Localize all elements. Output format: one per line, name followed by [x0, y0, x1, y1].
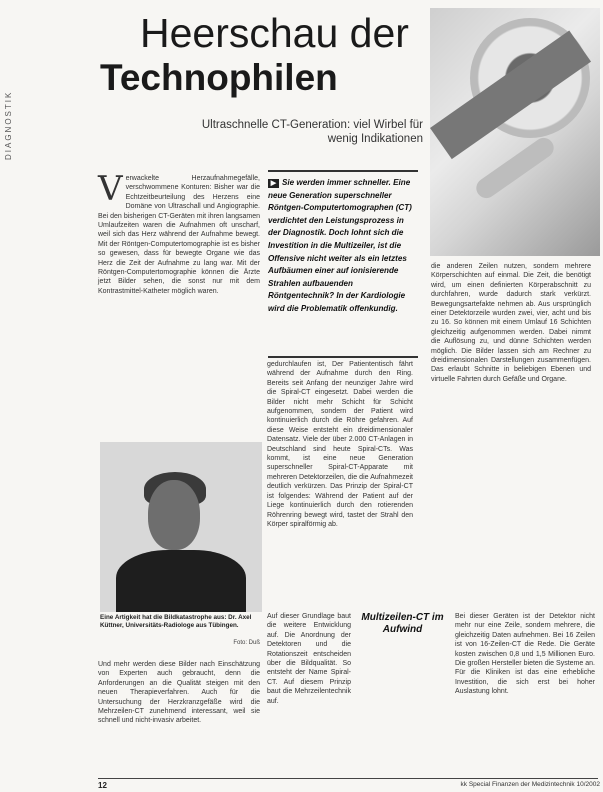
teaser-top-rule [268, 170, 418, 172]
photo-caption: Eine Artigkeit hat die Bildkatastrophe aus: Dr. Axel Küttner, Universitäts-Radiologe aus Tübingen. [100, 614, 252, 630]
footer-rule [98, 778, 598, 779]
portrait-photo [100, 442, 262, 612]
body-column-lower-middle: Auf dieser Grundlage baut die weitere Entwicklung auf. Die Anordnung der Detektoren und die Rotationszeit entscheiden über die Bildqualität. So entsteht der Name Spiral-CT. Auf diesem Prinzip baut die Mehrzeilentechnik auf. [267, 613, 351, 705]
teaser-box [268, 177, 418, 316]
teaser-text: Sie werden immer schneller. Eine neue Generation superschneller Röntgen-Computertomographen (CT) verdichtet den Leistungsprozess in der Diagnostik. Doch lohnt sich die Investition in die Multizeiler, ist die Offensive nicht weiter als ein letztes Aufbäumen einer auf ionisierende Strahlen aufbauenden Röntgentechnik? In der Kardiologie wird die Problematik offenkundig. [268, 178, 412, 313]
page-number: 12 [98, 781, 107, 790]
footer-publication: kk Special Finanzen der Medizintechnik 10/2002 [460, 781, 600, 788]
lead-paragraph [98, 169, 260, 296]
headline-line-2: Technophilen [100, 57, 338, 98]
portrait-body [116, 550, 246, 612]
teaser-bottom-rule [268, 356, 418, 358]
body-column-right: die anderen Zeilen nutzen, sondern mehrere Körperschichten auf einmal. Die Zeit, die benötigt wird, um einen definierten Körperabschnitt zu durchfahren, wurde dadurch stark verkürzt. Bewegungsartefakte nehmen ab. Aus ursprünglich einer Detektorzeile wurden zwei, vier, acht und bis zu 16. So können mit einem Umlauf 16 Schichten gleichzeitig aufgenommen werden. Dabei nimmt die Auflösung zu, und dünne Schichten werden möglich. Die Bilder lassen sich am Rechner zu dreidimensionalen Darstellungen zusammenfügen. Das erlaubt Schnitte in beliebigen Ebenen und virtuelle Fahrten durch Gefäße und Organe. [431, 263, 591, 383]
photo-credit: Foto: Duß [233, 640, 260, 646]
headline-line-1: Heerschau der [140, 10, 409, 56]
lead-text: erwackelte Herzaufnahmegefälle, verschwommene Konturen: Bisher war die Echtzeitbeurteilung des Herzens eine Domäne von Ultraschall und Angiographie. Bei den bisherigen CT-Geräten mit ihren langsamen Umlaufzeiten waren die Aufnahmen oft unscharf, weil sich das Herz während der Aufnahme bewegt. Mit der Röntgen-Computertomographie ist es bisher so gewesen, dass für bewegte Organe wie das Herz die Zeit der Aufnahme zu lang war. Mit der Röntgen-Computertomographie können die Ärzte jetzt Bilder sehen, die sonst nur mit dem Kontrastmittel-Katheter möglich waren. [98, 175, 260, 295]
body-column-lower-right: Bei dieser Geräten ist der Detektor nicht mehr nur eine Zeile, sondern mehrere, die gleichzeitig Daten aufnehmen. Bei 16 Zeilen ist von 16-Zeilen-CT die Rede. Die Geräte kosten zwischen 0,8 und 1,5 Millionen Euro. Die großen Hersteller bieten die Systeme an. Für die Kliniken ist das eine erhebliche Investition, die sich erst bei hoher Auslastung lohnt. [455, 613, 595, 696]
dropcap: V [98, 169, 123, 209]
body-column-middle: gedurchlaufen ist, Der Patiententisch fährt während der Aufnahme durch den Ring. Bereits seit Anfang der neunziger Jahre wird die Spiral-CT eingesetzt. Dabei werden die Bilder nicht mehr Schicht für Schicht aufgenommen, sondern der Patient wird kontinuierlich durch die Röhre gefahren. Auf diese Weise entsteht ein dreidimensionaler Datensatz. Viele der über 2.000 CT-Anlagen in Deutschland sind heute Spiral-CTs. Was kommt, ist eine neue Generation superschneller Spiral-CT-Apparate mit mehreren Detektorzeilen, die die Aufnahmezeit deutlich verkürzen. Das Prinzip der Spiral-CT ist folgendes: Während der Patient auf der Liege kontinuierlich durch den rotierenden Röhrenring bewegt wird, tastet der Strahl den Körper spiralförmig ab. [267, 361, 413, 528]
patient-figure [472, 134, 557, 202]
body-column-lower-left: Und mehr werden diese Bilder nach Einschätzung von Experten auch gebraucht, denn die Anforderungen an die Qualität steigen mit den neuen Therapieverfahren. Auch für die Untersuchung der Herzkranzgefäße wird die Mehrzeilen-CT zunehmend interessant, weil sie schnell und nicht-invasiv arbeitet. [98, 661, 260, 725]
ct-scanner-photo [430, 8, 600, 256]
section-rubric: DIAGNOSTIK [4, 90, 13, 160]
pull-quote: Multizeilen-CT im Aufwind [361, 612, 444, 635]
subtitle: Ultraschnelle CT-Generation: viel Wirbel für wenig Indikationen [201, 119, 423, 145]
portrait-face [148, 480, 200, 550]
arrow-right-icon: ▶ [268, 179, 279, 188]
